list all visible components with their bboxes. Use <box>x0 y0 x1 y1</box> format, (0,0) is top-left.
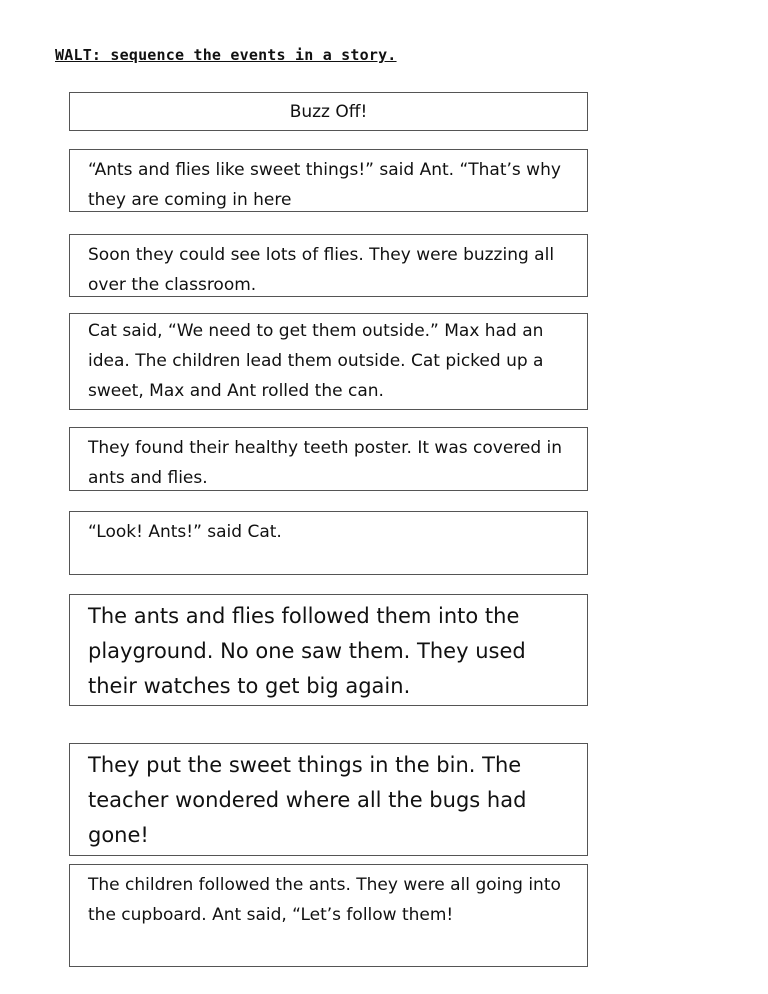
event-text: They put the sweet things in the bin. The teacher wondered where all the bugs had gone! <box>88 753 527 847</box>
story-event-card[interactable] <box>69 313 588 410</box>
story-event-card[interactable] <box>69 149 588 212</box>
story-event-card[interactable] <box>69 234 588 297</box>
event-text: Cat said, “We need to get them outside.” Max had an idea. The children lead them outside. Cat picked up a sweet, Max and Ant rolled the can. <box>88 321 544 401</box>
event-text: The children followed the ants. They were all going into the cupboard. Ant said, “Let’s follow them! <box>88 875 561 925</box>
event-text: The ants and flies followed them into the playground. No one saw them. They used their watches to get big again. <box>88 604 526 698</box>
story-event-card[interactable] <box>69 864 588 967</box>
story-event-card[interactable] <box>69 427 588 491</box>
event-text: “Ants and flies like sweet things!” said Ant. “That’s why they are coming in here <box>88 160 561 210</box>
event-text: They found their healthy teeth poster. It was covered in ants and flies. <box>88 438 563 488</box>
story-event-card[interactable] <box>69 511 588 575</box>
event-text: Soon they could see lots of flies. They were buzzing all over the classroom. <box>88 245 555 295</box>
story-event-card[interactable] <box>69 743 588 856</box>
walt-heading: WALT: sequence the events in a story. <box>55 46 397 64</box>
story-event-card[interactable] <box>69 594 588 706</box>
event-text: “Look! Ants!” said Cat. <box>88 522 282 542</box>
story-title-card <box>69 92 588 131</box>
story-title: Buzz Off! <box>289 102 368 122</box>
